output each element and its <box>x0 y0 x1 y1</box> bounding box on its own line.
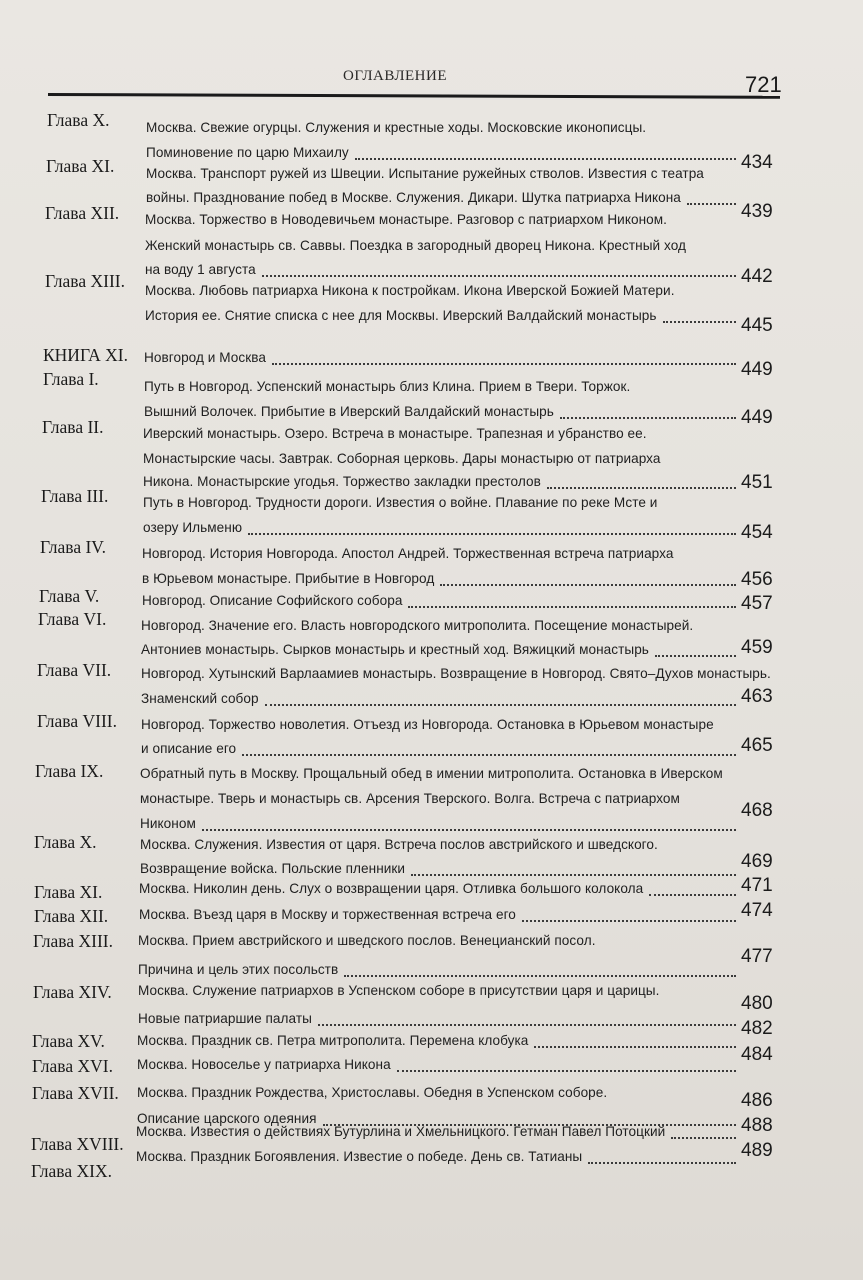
chapter-text-line: Москва. Праздник Богоявления. Известие о победе. День св. Татианы <box>136 1149 583 1164</box>
dot-leader <box>649 894 736 896</box>
chapter-label: Глава V. <box>39 586 100 606</box>
chapter-label: Глава VII. <box>37 660 112 680</box>
page-ref: 477 <box>741 946 773 967</box>
dot-leader <box>663 321 736 323</box>
chapter-text-line: Москва. Новоселье у патриарха Никона <box>137 1057 391 1072</box>
running-header-title: ОГЛАВЛЕНИЕ <box>343 68 447 84</box>
chapter-text-line: Путь в Новгород. Трудности дороги. Известия о войне. Плавание по реке Мсте и <box>143 495 658 510</box>
page-ref: 456 <box>741 569 773 590</box>
chapter-text-line: Москва. Служение патриархов в Успенском соборе в присутствии царя и царицы. <box>138 983 660 998</box>
chapter-text-line: Москва. Прием австрийского и шведского послов. Венецианский посол. <box>138 933 596 948</box>
chapter-label: Глава XI. <box>34 882 103 902</box>
chapter-text-line: Описание царского одеяния <box>137 1111 317 1126</box>
chapter-label: Глава II. <box>42 417 104 437</box>
chapter-label: Глава IX. <box>35 761 104 781</box>
chapter-text-line: Путь в Новгород. Успенский монастырь близ Клина. Прием в Твери. Торжок. <box>144 379 631 394</box>
chapter-text-line: Москва. Торжество в Новодевичьем монастыре. Разговор с патриархом Никоном. <box>145 212 667 227</box>
dot-leader <box>397 1070 736 1072</box>
chapter-text-line: Новгород и Москва <box>144 350 266 365</box>
page-ref: 471 <box>741 875 773 896</box>
page-ref: 480 <box>741 993 773 1014</box>
chapter-text-line: озеру Ильменю <box>143 520 243 535</box>
chapter-label: Глава XVIII. <box>31 1134 124 1154</box>
dot-leader <box>522 920 736 922</box>
dot-leader <box>408 606 736 608</box>
dot-leader <box>440 584 736 586</box>
chapter-text-line: Никоном <box>140 816 196 831</box>
chapter-text-line: Москва. Служения. Известия от царя. Встреча послов австрийского и шведского. <box>140 837 658 852</box>
chapter-label: Глава XIX. <box>31 1161 112 1181</box>
chapter-text-line: Новгород. Торжество новолетия. Отъезд из Новгорода. Остановка в Юрьевом монастыре <box>141 717 714 732</box>
dot-leader <box>318 1024 736 1026</box>
page-ref: 474 <box>741 900 773 921</box>
chapter-label: Глава XI. <box>46 156 115 176</box>
chapter-label: Глава XV. <box>32 1031 105 1051</box>
chapter-text-line: Антониев монастырь. Сырков монастырь и крестный ход. Вяжицкий монастырь <box>141 642 649 657</box>
page-ref: 482 <box>741 1018 773 1039</box>
chapter-text-line: монастыре. Тверь и монастырь св. Арсения Тверского. Волга. Встреча с патриархом <box>140 791 680 806</box>
chapter-text-line: Новгород. Значение его. Власть новгородского митрополита. Посещение монастырей. <box>141 618 694 633</box>
chapter-text-line: Возвращение войска. Польские пленники <box>140 861 406 876</box>
dot-leader <box>588 1162 736 1164</box>
dot-leader <box>242 754 736 756</box>
page-ref: 484 <box>741 1044 773 1065</box>
chapter-text-line: Москва. Известия о действиях Бутурлина и Хмельницкого. Гетман Павел Потоцкий <box>136 1124 666 1139</box>
chapter-text-line: Москва. Транспорт ружей из Швеции. Испытание ружейных стволов. Известия с театра <box>146 166 704 181</box>
page-ref: 454 <box>741 522 773 543</box>
chapter-label: Глава IV. <box>40 537 107 557</box>
page-ref: 439 <box>741 201 773 222</box>
dot-leader <box>248 533 736 535</box>
chapter-text-line: Новгород. История Новгорода. Апостол Андрей. Торжественная встреча патриарха <box>142 546 674 561</box>
dot-leader <box>687 203 736 205</box>
page-ref: 442 <box>741 266 773 287</box>
chapter-label: Глава III. <box>41 486 109 506</box>
chapter-text-line: на воду 1 августа <box>145 262 256 277</box>
page-ref: 463 <box>741 686 773 707</box>
chapter-text-line: Женский монастырь св. Саввы. Поездка в загородный дворец Никона. Крестный ход <box>145 238 687 253</box>
chapter-text-line: Поминовение по царю Михаилу <box>146 145 349 160</box>
chapter-text-line: Москва. Въезд царя в Москву и торжественная встреча его <box>139 907 516 922</box>
page-ref: 434 <box>741 152 773 173</box>
chapter-text-line: Обратный путь в Москву. Прощальный обед в имении митрополита. Остановка в Иверском <box>140 766 723 781</box>
dot-leader <box>202 829 736 831</box>
chapter-label: Глава X. <box>47 110 110 130</box>
chapter-text-line: Москва. Свежие огурцы. Служения и крестные ходы. Московские иконописцы. <box>146 120 647 135</box>
chapter-label: Глава XIII. <box>33 931 113 951</box>
chapter-text-line: в Юрьевом монастыре. Прибытие в Новгород <box>142 571 435 586</box>
chapter-text-line: Никона. Монастырские угодья. Торжество закладки престолов <box>143 474 541 489</box>
chapter-label: Глава VI. <box>38 609 107 629</box>
page-ref: 465 <box>741 735 773 756</box>
chapter-label: Глава XIII. <box>45 271 125 291</box>
dot-leader <box>547 487 736 489</box>
chapter-text-line: Москва. Праздник Рождества, Христославы. Обедня в Успенском соборе. <box>137 1085 608 1100</box>
dot-leader <box>355 158 736 160</box>
dot-leader <box>560 417 736 419</box>
chapter-label: Глава XVII. <box>32 1083 119 1103</box>
chapter-label: Глава I. <box>43 369 99 389</box>
chapter-text-line: История ее. Снятие списка с нее для Москвы. Иверский Валдайский монастырь <box>145 308 657 323</box>
dot-leader <box>671 1137 736 1139</box>
chapter-label: Глава XVI. <box>32 1056 113 1076</box>
page-ref: 469 <box>741 851 773 872</box>
chapter-text-line: Знаменский собор <box>141 691 259 706</box>
chapter-text-line: Причина и цель этих посольств <box>138 962 339 977</box>
dot-leader <box>344 975 736 977</box>
chapter-text-line: Новгород. Хутынский Варлаамиев монастырь. Возвращение в Новгород. Свято–Духов монастырь. <box>141 666 771 681</box>
chapter-label: Глава XII. <box>34 906 109 926</box>
chapter-label: Глава XIV. <box>33 982 112 1002</box>
chapter-label: Глава VIII. <box>37 711 117 731</box>
chapter-label: Глава X. <box>34 832 97 852</box>
dot-leader <box>534 1046 736 1048</box>
chapter-text-line: Иверский монастырь. Озеро. Встреча в монастыре. Трапезная и убранство ее. <box>143 426 647 441</box>
page-ref: 468 <box>741 800 773 821</box>
chapter-text-line: Новые патриаршие палаты <box>138 1011 312 1026</box>
page-ref: 488 <box>741 1115 773 1136</box>
page-ref: 449 <box>741 407 773 428</box>
page-ref: 449 <box>741 359 773 380</box>
page-ref: 486 <box>741 1090 773 1111</box>
chapter-text-line: войны. Празднование побед в Москве. Служения. Дикари. Шутка патриарха Никона <box>146 190 681 205</box>
chapter-label: Глава XII. <box>45 203 120 223</box>
page-ref: 489 <box>741 1140 773 1161</box>
page-ref: 457 <box>741 593 773 614</box>
chapter-text-line: и описание его <box>141 741 237 756</box>
dot-leader <box>411 874 736 876</box>
chapter-text-line: Москва. Праздник св. Петра митрополита. Перемена клобука <box>137 1033 529 1048</box>
page-ref: 459 <box>741 637 773 658</box>
chapter-text-line: Новгород. Описание Софийского собора <box>142 593 403 608</box>
chapter-text-line: Москва. Любовь патриарха Никона к постройкам. Икона Иверской Божией Матери. <box>145 283 675 298</box>
chapter-text-line: Москва. Николин день. Слух о возвращении царя. Отливка большого колокола <box>139 881 644 896</box>
page-ref: 445 <box>741 315 773 336</box>
dot-leader <box>265 704 736 706</box>
dot-leader <box>262 275 736 277</box>
dot-leader <box>272 363 736 365</box>
chapter-text-line: Вышний Волочек. Прибытие в Иверский Валдайский монастырь <box>144 404 554 419</box>
dot-leader <box>655 655 736 657</box>
chapter-label: КНИГА XI. <box>43 345 129 365</box>
chapter-text-line: Монастырские часы. Завтрак. Соборная церковь. Дары монастырю от патриарха <box>143 451 661 466</box>
page-number: 721 <box>745 72 782 97</box>
page-ref: 451 <box>741 472 773 493</box>
